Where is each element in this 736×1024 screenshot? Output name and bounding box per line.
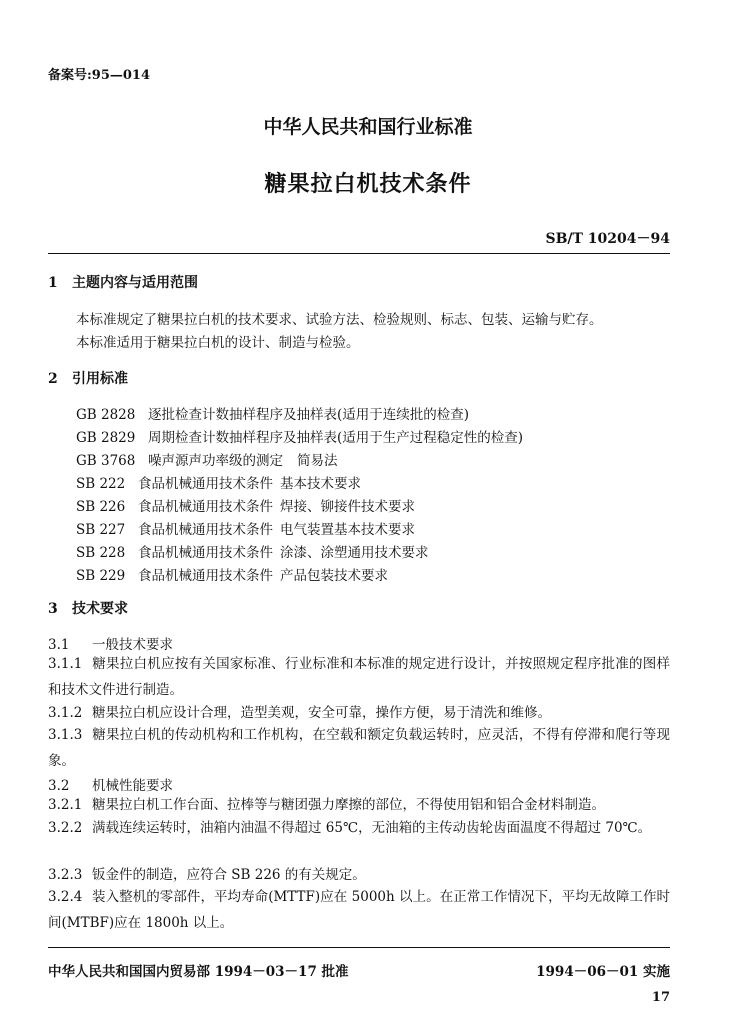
clause-number: 3.1.3 bbox=[48, 727, 83, 743]
reference-code: SB 229 bbox=[76, 568, 126, 584]
section-1-heading bbox=[48, 272, 198, 292]
reference-item bbox=[76, 518, 415, 538]
reference-extra: 简易法 bbox=[297, 453, 338, 469]
section-2-heading bbox=[48, 368, 128, 388]
clause-text: 装入整机的零部件，平均寿命(MTTF)应在 5000h 以上。在正常工作情况下，平均无故障工作时间(MTBF)应在 1800h 以上。 bbox=[48, 889, 670, 931]
clause-text: 糖果拉白机的传动机构和工作机构，在空载和额定负载运转时，应灵活，不得有停滞和爬行等现象。 bbox=[48, 727, 670, 769]
reference-item bbox=[76, 564, 388, 584]
reference-code: SB 222 bbox=[76, 476, 126, 492]
reference-code: SB 227 bbox=[76, 522, 126, 538]
reference-item bbox=[76, 495, 415, 515]
section-1-paragraph-2: 本标准适用于糖果拉白机的设计、制造与检验。 bbox=[76, 335, 360, 351]
reference-extra: 基本技术要求 bbox=[280, 476, 361, 492]
reference-name: 食品机械通用技术条件 bbox=[138, 568, 273, 584]
filing-number: 备案号:95—014 bbox=[48, 68, 151, 83]
reference-name: 逐批检查计数抽样程序及抽样表(适用于连续批的检查) bbox=[148, 407, 470, 423]
document-title: 糖果拉白机技术条件 bbox=[264, 172, 472, 197]
footer-divider bbox=[48, 947, 670, 948]
implementation-date: 1994－06－01 实施 bbox=[536, 964, 670, 980]
reference-name: 食品机械通用技术条件 bbox=[138, 499, 273, 515]
reference-extra: 涂漆、涂塑通用技术要求 bbox=[280, 545, 429, 561]
clause-text: 钣金件的制造，应符合 SB 226 的有关规定。 bbox=[92, 867, 366, 883]
clause-3-2-2 bbox=[48, 815, 670, 841]
reference-name: 食品机械通用技术条件 bbox=[138, 476, 273, 492]
reference-item bbox=[76, 426, 523, 446]
section-number: 1 bbox=[48, 275, 58, 291]
clause-number: 3.1.2 bbox=[48, 705, 83, 721]
clause-text: 糖果拉白机应设计合理，造型美观，安全可靠，操作方便，易于清洗和维修。 bbox=[92, 705, 551, 721]
reference-item bbox=[76, 449, 338, 469]
clause-text: 糖果拉白机应按有关国家标准、行业标准和本标准的规定进行设计，并按照规定程序批准的图样和技术文件进行制造。 bbox=[48, 656, 670, 698]
clause-text: 机械性能要求 bbox=[92, 778, 173, 794]
clause-number: 3.2.4 bbox=[48, 889, 83, 905]
section-3-heading bbox=[48, 598, 128, 618]
section-number: 3 bbox=[48, 601, 58, 617]
reference-code: GB 3768 bbox=[76, 453, 136, 469]
clause-text: 一般技术要求 bbox=[92, 637, 173, 653]
clause-3-2 bbox=[48, 774, 173, 794]
reference-code: GB 2829 bbox=[76, 430, 136, 446]
reference-code: GB 2828 bbox=[76, 407, 136, 423]
section-number: 2 bbox=[48, 371, 58, 387]
clause-3-1 bbox=[48, 633, 173, 653]
section-title: 主题内容与适用范围 bbox=[72, 275, 198, 291]
page-number: 17 bbox=[651, 990, 670, 1005]
reference-item bbox=[76, 472, 361, 492]
clause-number: 3.1.1 bbox=[48, 656, 83, 672]
reference-name: 周期检查计数抽样程序及抽样表(适用于生产过程稳定性的检查) bbox=[148, 430, 524, 446]
clause-number: 3.1 bbox=[48, 637, 70, 653]
clause-3-2-4 bbox=[48, 884, 670, 936]
reference-item bbox=[76, 541, 429, 561]
clause-number: 3.2.2 bbox=[48, 820, 83, 836]
reference-name: 食品机械通用技术条件 bbox=[138, 522, 273, 538]
reference-item bbox=[76, 403, 469, 423]
clause-number: 3.2.3 bbox=[48, 867, 83, 883]
clause-text: 糖果拉白机工作台面、拉棒等与糖团强力摩擦的部位，不得使用铝和铝合金材料制造。 bbox=[92, 797, 605, 813]
section-title: 引用标准 bbox=[72, 371, 128, 387]
reference-extra: 电气装置基本技术要求 bbox=[280, 522, 415, 538]
clause-number: 3.2.1 bbox=[48, 797, 83, 813]
approval-line: 中华人民共和国国内贸易部 1994－03－17 批准 bbox=[48, 964, 349, 980]
reference-extra: 产品包装技术要求 bbox=[280, 568, 388, 584]
section-1-paragraph-1: 本标准规定了糖果拉白机的技术要求、试验方法、检验规则、标志、包装、运输与贮存。 bbox=[76, 312, 603, 328]
reference-extra: 焊接、铆接件技术要求 bbox=[280, 499, 415, 515]
issuing-organization: 中华人民共和国行业标准 bbox=[263, 116, 473, 138]
reference-code: SB 228 bbox=[76, 545, 126, 561]
header-divider bbox=[48, 253, 670, 254]
clause-3-1-1 bbox=[48, 651, 670, 703]
reference-name: 噪声源声功率级的测定 bbox=[148, 453, 283, 469]
reference-name: 食品机械通用技术条件 bbox=[138, 545, 273, 561]
clause-text: 满载连续运转时，油箱内油温不得超过 65℃，无油箱的主传动齿轮齿面温度不得超过 70℃。 bbox=[92, 820, 652, 836]
clause-3-1-3 bbox=[48, 722, 670, 774]
clause-number: 3.2 bbox=[48, 778, 70, 794]
section-title: 技术要求 bbox=[72, 601, 128, 617]
reference-code: SB 226 bbox=[76, 499, 126, 515]
standard-code: SB/T 10204－94 bbox=[545, 231, 670, 247]
